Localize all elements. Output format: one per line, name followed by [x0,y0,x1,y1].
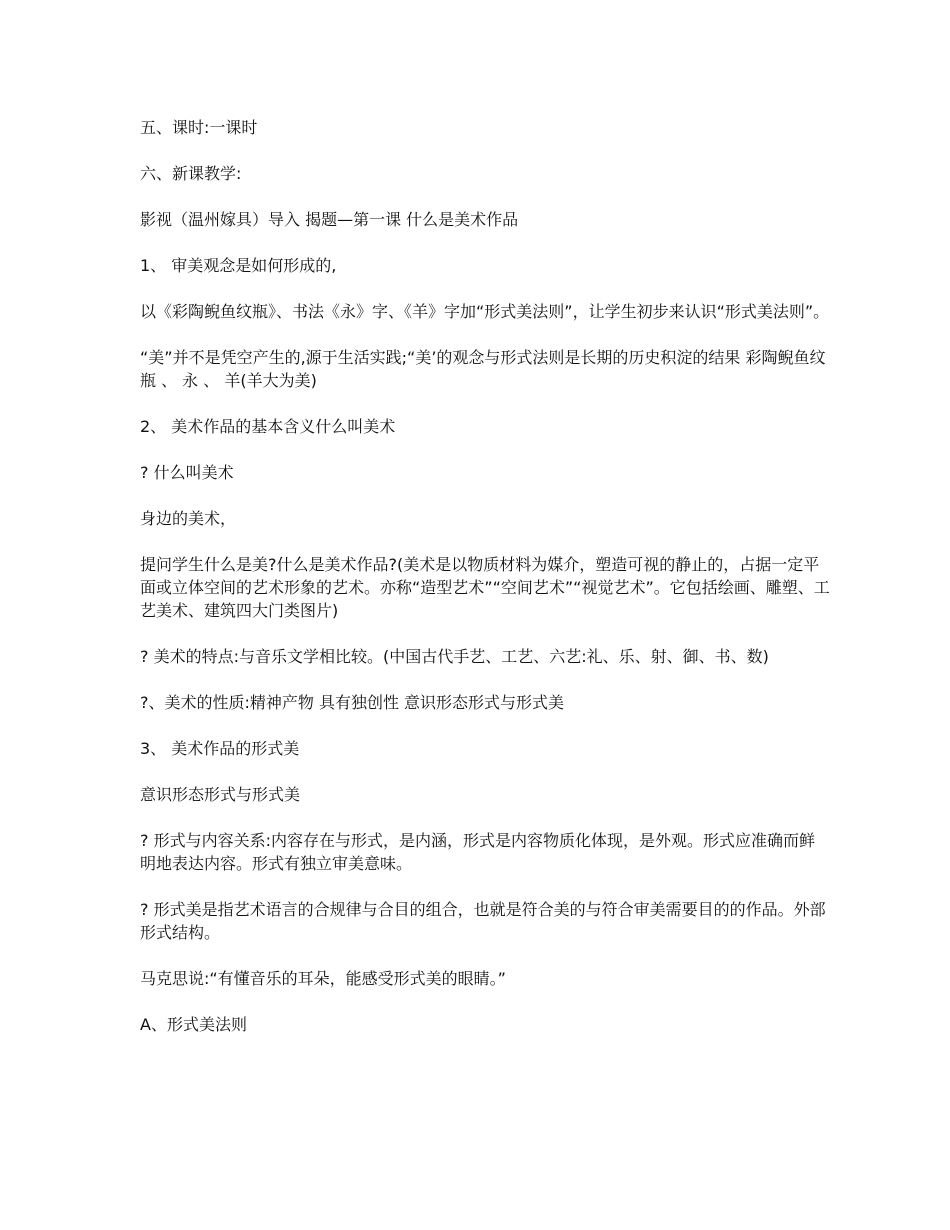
para-intro: 影视（温州嫁具）导入 揭题—第一课 什么是美术作品 [140,210,519,229]
para-art-features: ? 美术的特点:与音乐文学相比较。(中国古代手艺、工艺、六艺:礼、乐、射、御、书、数) [140,647,769,666]
para-section-2: 2、 美术作品的基本含义什么叫美术 [140,417,396,436]
para-what-is-art: ? 什么叫美术 [140,463,234,482]
para-ideology-form: 意识形态形式与形式美 [140,785,301,804]
para-question: 提问学生什么是美?什么是美术作品?(美术是以物质材料为媒介，塑造可视的静止的，占据一定平面或立体空间的艺术形象的艺术。亦称“造型艺术”“空间艺术”“视觉艺术”。它包括绘画、雕塑、工艺美术、建筑四大门类图片) [140,555,830,620]
para-examples: 以《彩陶鲵鱼纹瓶》、书法《永》字、《羊》字加“形式美法则”，让学生初步来认识“形式美法则”。 [140,302,830,321]
para-section-1: 1、 审美观念是如何形成的, [140,256,337,275]
para-class-hours: 五、课时:一课时 [140,118,258,137]
para-marx-quote: 马克思说:“有懂音乐的耳朵，能感受形式美的眼睛。” [140,969,506,988]
para-section-3: 3、 美术作品的形式美 [140,739,300,758]
para-new-lesson: 六、新课教学: [140,164,242,183]
para-form-rules: A、形式美法则 [140,1015,247,1034]
para-form-beauty: ? 形式美是指艺术语言的合规律与合目的组合，也就是符合美的与符合审美需要目的的作品。外部形式结构。 [140,900,826,942]
para-form-content: ? 形式与内容关系:内容存在与形式，是内涵，形式是内容物质化体现，是外观。形式应准确而鲜明地表达内容。形式有独立审美意味。 [140,831,815,873]
para-beauty-origin: “美”并不是凭空产生的,源于生活实践;“美’的观念与形式法则是长期的历史积淀的结果 彩陶鲵鱼纹瓶 、 永 、 羊(羊大为美) [140,348,826,390]
para-art-around: 身边的美术， [140,509,237,528]
para-art-nature: ?、美术的性质:精神产物 具有独创性 意识形态形式与形式美 [140,693,565,712]
document-page [140,116,830,1059]
